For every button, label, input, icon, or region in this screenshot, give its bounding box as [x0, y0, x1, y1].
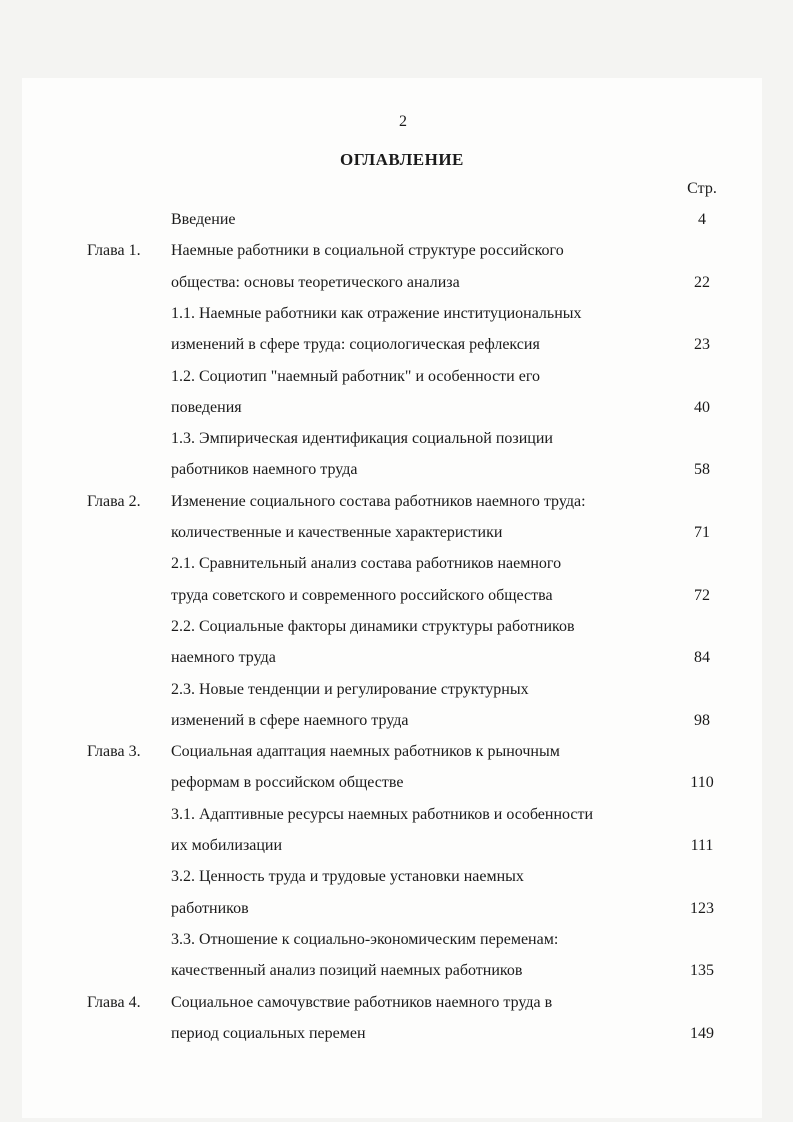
toc-entry-text: работников наемного труда — [171, 461, 358, 479]
toc-page-number: 98 — [694, 711, 710, 729]
toc-entry-text: их мобилизации — [171, 837, 283, 854]
page-number: 2 — [399, 113, 407, 130]
toc-entry-text: Изменение социального состава работников наемного труда: — [171, 492, 586, 510]
toc-page-number: 135 — [690, 962, 714, 980]
toc-entry-text: 1.2. Социотип "наемный работник" и особенности его — [171, 367, 540, 385]
toc-entry-text: 2.1. Сравнительный анализ состава работников наемного — [171, 555, 562, 573]
page-column-header: Стр. — [687, 180, 717, 197]
toc-page-number: 123 — [690, 899, 714, 917]
toc-page-number: 40 — [694, 398, 710, 416]
toc-entry-text: Социальная адаптация наемных работников к рыночным — [171, 743, 560, 761]
toc-entry-text: 3.2. Ценность труда и трудовые установки наемных — [171, 868, 524, 886]
toc-entry-text: Социальное самочувствие работников наемного труда в — [171, 993, 553, 1011]
toc-entry-text: 2.2. Социальные факторы динамики структуры работников — [171, 617, 575, 635]
toc-page-number: 149 — [690, 1024, 714, 1042]
toc-page-number: 58 — [694, 461, 710, 479]
toc-entry-text: изменений в сфере труда: социологическая рефлексия — [171, 336, 540, 354]
toc-entry-text: Введение — [171, 211, 236, 228]
toc-entry-text: период социальных перемен — [171, 1024, 366, 1042]
toc-entry-text: количественные и качественные характеристики — [171, 524, 503, 541]
toc-entry-text: Наемные работники в социальной структуре российского — [171, 242, 564, 260]
toc-page-number: 4 — [698, 211, 706, 228]
toc-page-number: 84 — [694, 649, 710, 667]
toc-entry-text: 3.1. Адаптивные ресурсы наемных работников и особенности — [171, 805, 594, 823]
toc-page-number: 72 — [694, 586, 710, 604]
toc-entry-text: качественный анализ позиций наемных работников — [171, 962, 523, 980]
toc-page-number: 23 — [694, 336, 710, 354]
page-title: ОГЛАВЛЕНИЕ — [340, 150, 464, 169]
toc-entry-text: 3.3. Отношение к социально-экономическим переменам: — [171, 930, 559, 948]
chapter-label: Глава 3. — [87, 743, 141, 761]
toc-entry-text: поведения — [171, 398, 242, 416]
toc-entry-text: 1.3. Эмпирическая идентификация социальной позиции — [171, 430, 553, 448]
toc-page-number: 22 — [694, 273, 710, 291]
toc-entry-text: общества: основы теоретического анализа — [171, 273, 460, 291]
toc-entry-text: 2.3. Новые тенденции и регулирование структурных — [171, 680, 529, 698]
toc-entry-text: работников — [171, 899, 249, 917]
chapter-label: Глава 2. — [87, 492, 141, 510]
toc-entry-text: реформам в российском обществе — [171, 774, 404, 792]
toc-page-number: 110 — [690, 774, 714, 792]
toc-entry-text: наемного труда — [171, 649, 276, 667]
toc-entry-text: 1.1. Наемные работники как отражение институциональных — [171, 304, 582, 322]
toc-entry-text: изменений в сфере наемного труда — [171, 711, 409, 729]
chapter-label: Глава 4. — [87, 993, 141, 1011]
toc-page-number: 71 — [694, 524, 710, 541]
toc-page-number: 111 — [690, 837, 714, 854]
chapter-label: Глава 1. — [87, 242, 141, 260]
toc-entry-text: труда советского и современного российского общества — [171, 586, 553, 604]
